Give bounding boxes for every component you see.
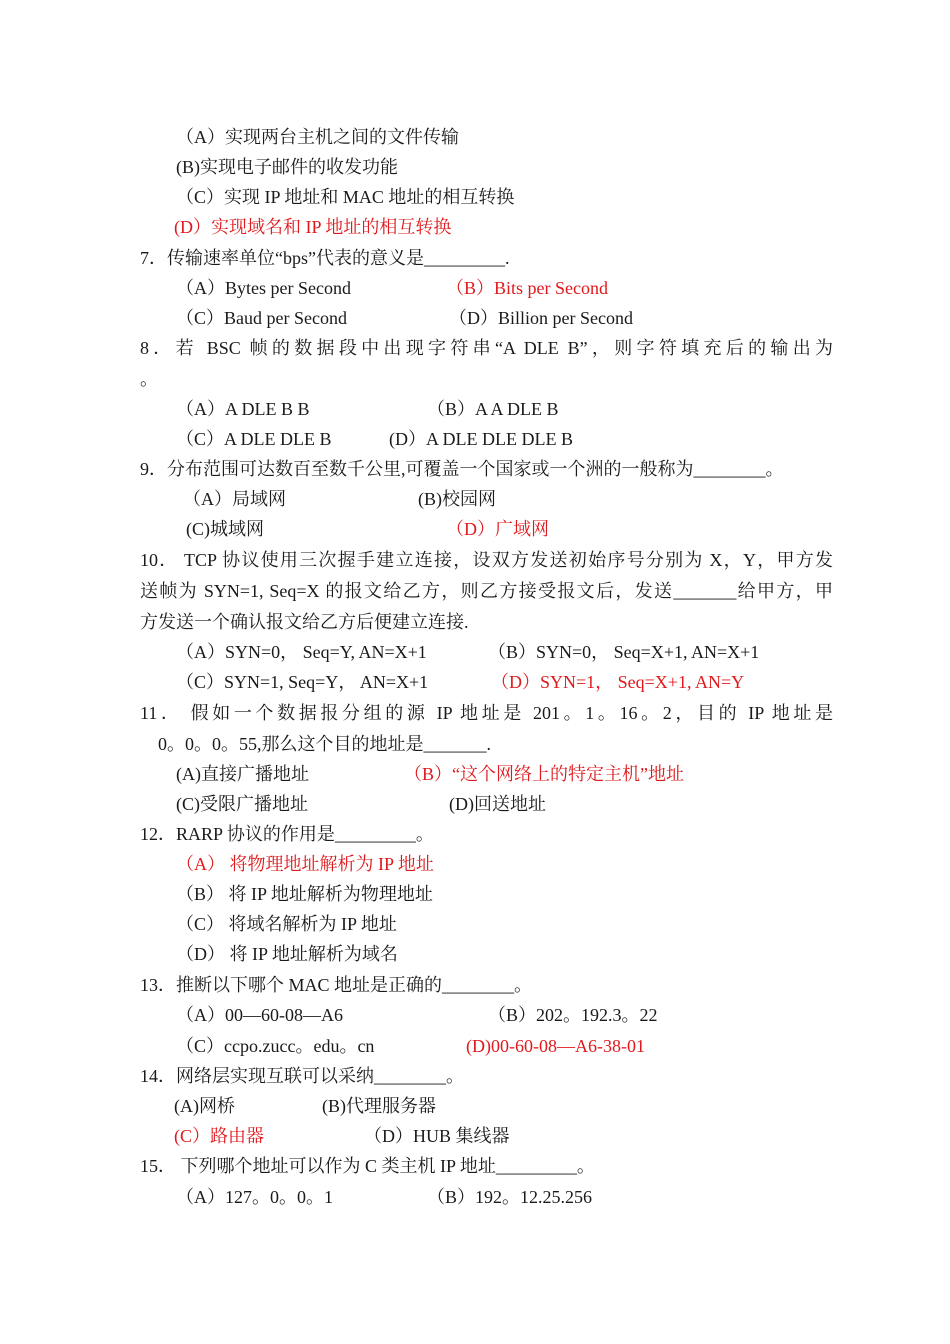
q6-option-c: （C）实现 IP 地址和 MAC 地址的相互转换 (176, 187, 515, 207)
q6-option-b: (B)实现电子邮件的收发功能 (176, 157, 398, 177)
q12-option-d: （D） 将 IP 地址解析为域名 (176, 944, 398, 964)
q7-option-d: （D）Billion per Second (449, 308, 633, 328)
q13-option-c: （C）ccpo.zucc。edu。cn (176, 1036, 375, 1056)
q8-option-a: （A）A DLE B B (176, 399, 310, 419)
q12-option-a-answer: （A） 将物理地址解析为 IP 地址 (176, 854, 434, 874)
q9-question: 9．分布范围可达数百至数千公里,可覆盖一个国家或一个洲的一般称为________。 (140, 459, 784, 479)
q13-option-b: （B）202。192.3。22 (488, 1005, 658, 1025)
q12-question: 12．RARP 协议的作用是_________。 (140, 824, 434, 844)
q14-option-c-answer: (C）路由器 (174, 1126, 264, 1146)
q12-option-b: （B） 将 IP 地址解析为物理地址 (176, 884, 433, 904)
q8-option-d: (D）A DLE DLE DLE B (389, 429, 573, 449)
q11-option-a: (A)直接广播地址 (176, 764, 309, 784)
q8-option-b: （B）A A DLE B (427, 399, 559, 419)
q8-option-c: （C）A DLE DLE B (176, 429, 332, 449)
q7-option-b-answer: （B）Bits per Second (446, 278, 608, 298)
q11-option-b-answer: （B）“这个网络上的特定主机”地址 (404, 764, 684, 784)
q6-option-d-answer: (D）实现域名和 IP 地址的相互转换 (174, 217, 452, 237)
q11-question: 11． 假如一个数据报分组的源 IP 地址是 201。1。16。2，目的 IP 地址是 (140, 703, 833, 723)
q10-option-d-answer: （D）SYN=1， Seq=X+1, AN=Y (491, 672, 745, 692)
q10-question-cont: 送帧为 SYN=1, Seq=X 的报文给乙方，则乙方接受报文后，发送_______给甲方，甲 (140, 581, 833, 601)
q13-option-a: （A）00—60-08—A6 (176, 1005, 343, 1025)
q6-option-a: （A）实现两台主机之间的文件传输 (176, 127, 459, 147)
q13-option-d-answer: (D)00-60-08—A6-38-01 (466, 1036, 645, 1056)
q15-question: 15． 下列哪个地址可以作为 C 类主机 IP 地址_________。 (140, 1156, 595, 1176)
q9-option-c: (C)城域网 (186, 519, 264, 539)
q14-option-d: （D）HUB 集线器 (364, 1126, 510, 1146)
q13-question: 13．推断以下哪个 MAC 地址是正确的________。 (140, 975, 533, 995)
q8-question-cont: 。 (140, 369, 158, 389)
q7-option-c: （C）Baud per Second (176, 308, 347, 328)
q10-option-c: （C）SYN=1, Seq=Y， AN=X+1 (176, 672, 429, 692)
q9-option-a: （A）局域网 (183, 489, 286, 509)
q14-question: 14．网络层实现互联可以采纳________。 (140, 1066, 464, 1086)
q15-option-a: （A）127。0。0。1 (176, 1187, 333, 1207)
q11-question-cont: 0。0。0。55,那么这个目的地址是_______. (158, 734, 491, 754)
q9-option-d-answer: （D）广域网 (446, 519, 549, 539)
q10-question-end: 方发送一个确认报文给乙方后便建立连接. (140, 612, 469, 632)
q10-question: 10． TCP 协议使用三次握手建立连接，设双方发送初始序号分别为 X，Y，甲方发 (140, 550, 833, 570)
q7-option-a: （A）Bytes per Second (176, 278, 351, 298)
q14-option-a: (A)网桥 (174, 1096, 235, 1116)
q11-option-d: (D)回送地址 (449, 794, 546, 814)
q15-option-b: （B）192。12.25.256 (427, 1187, 593, 1207)
q14-option-b: (B)代理服务器 (322, 1096, 436, 1116)
q10-option-b: （B）SYN=0， Seq=X+1, AN=X+1 (488, 642, 760, 662)
q11-option-c: (C)受限广播地址 (176, 794, 308, 814)
q9-option-b: (B)校园网 (418, 489, 496, 509)
q12-option-c: （C） 将域名解析为 IP 地址 (176, 914, 397, 934)
q10-option-a: （A）SYN=0， Seq=Y, AN=X+1 (176, 642, 427, 662)
q8-question: 8．若 BSC 帧的数据段中出现字符串“A DLE B”，则字符填充后的输出为 (140, 338, 833, 358)
q7-question: 7．传输速率单位“bps”代表的意义是_________. (140, 248, 510, 268)
